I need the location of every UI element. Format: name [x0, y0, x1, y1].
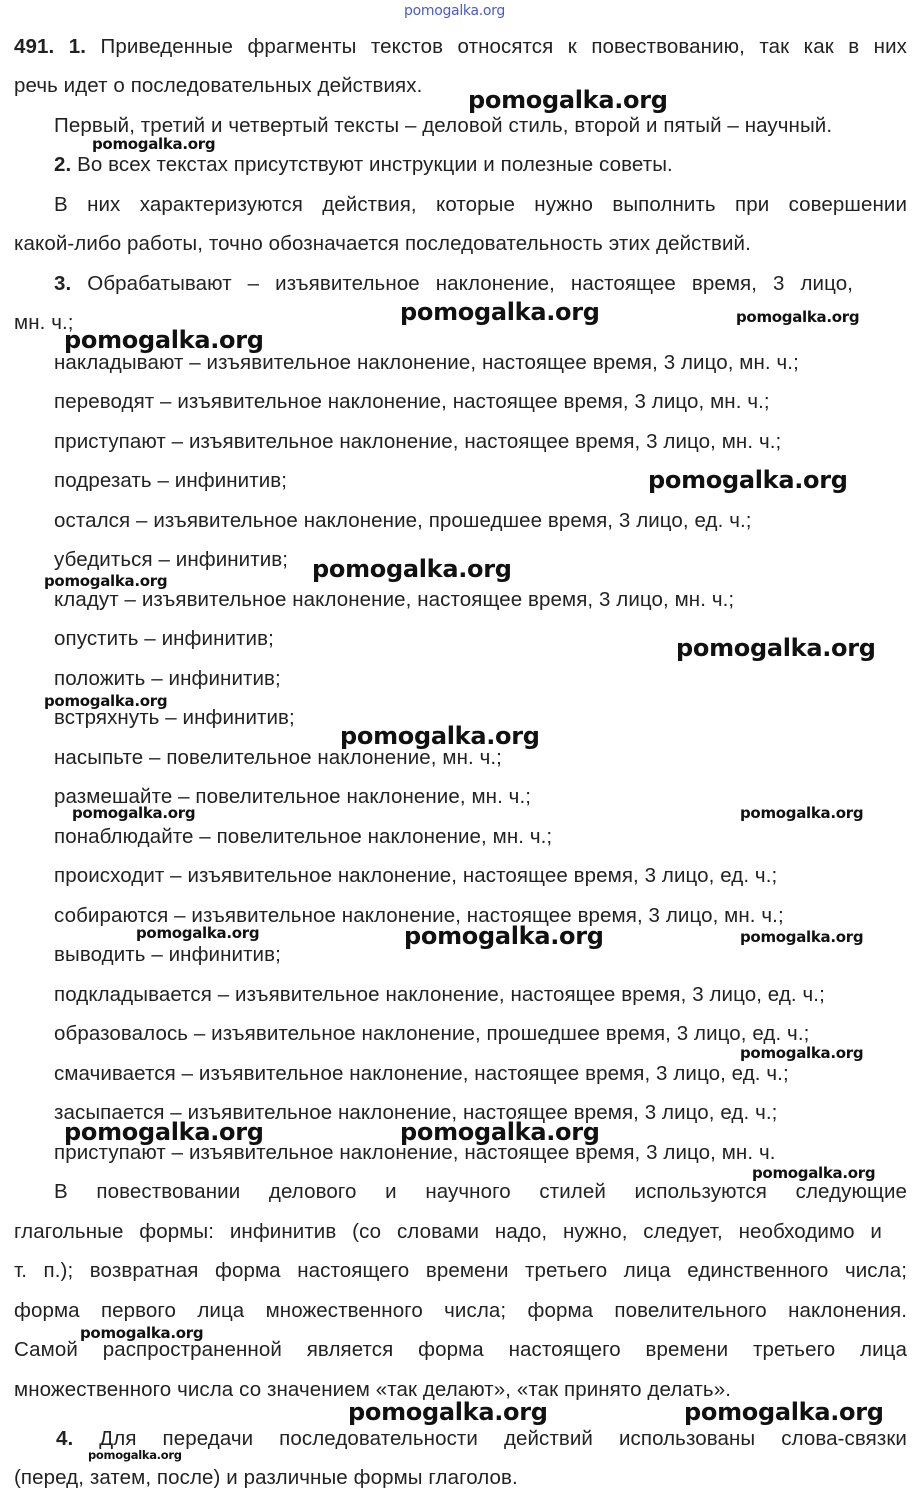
- text-line: кладут – изъявительное наклонение, настоящее время, 3 лицо, мн. ч.;: [54, 588, 735, 611]
- watermark: pomogalka.org: [44, 692, 168, 710]
- text-line: накладывают – изъявительное наклонение, настоящее время, 3 лицо, мн. ч.;: [54, 351, 799, 374]
- text-line: Первый, третий и четвертый тексты – деловой стиль, второй и пятый – научный.: [54, 114, 833, 137]
- watermark: pomogalka.org: [648, 466, 848, 494]
- point-number: 4.: [56, 1427, 74, 1450]
- text-line: 3. Обрабатывают – изъявительное наклонение, настоящее время, 3 лицо,: [54, 272, 853, 295]
- watermark: pomogalka.org: [136, 924, 260, 942]
- text-line: убедиться – инфинитив;: [54, 548, 289, 571]
- watermark: pomogalka.org: [64, 326, 264, 354]
- text-line: выводить – инфинитив;: [54, 943, 281, 966]
- text-line: образовалось – изъявительное наклонение, прошедшее время, 3 лицо, ед. ч.;: [54, 1022, 810, 1045]
- watermark: pomogalka.org: [88, 1448, 182, 1462]
- text-line: понаблюдайте – повелительное наклонение, мн. ч.;: [54, 825, 553, 848]
- watermark: pomogalka.org: [740, 928, 864, 946]
- watermark: pomogalka.org: [340, 722, 540, 750]
- text-line: встряхнуть – инфинитив;: [54, 706, 295, 729]
- watermark: pomogalka.org: [468, 86, 668, 114]
- text-line: смачивается – изъявительное наклонение, настоящее время, 3 лицо, ед. ч.;: [54, 1062, 789, 1085]
- text-line: речь идет о последовательных действиях.: [14, 74, 423, 97]
- watermark: pomogalka.org: [684, 1398, 884, 1426]
- text-line: подкладывается – изъявительное наклонение, настоящее время, 3 лицо, ед. ч.;: [54, 983, 825, 1006]
- text-line: множественного числа со значением «так делают», «так принято делать».: [14, 1378, 731, 1401]
- text-line: какой-либо работы, точно обозначается последовательность этих действий.: [14, 232, 751, 255]
- task-number: 491.: [14, 35, 55, 58]
- text-line: приступают – изъявительное наклонение, настоящее время, 3 лицо, мн. ч.: [54, 1141, 776, 1164]
- watermark: pomogalka.org: [740, 804, 864, 822]
- text-line: собираются – изъявительное наклонение, настоящее время, 3 лицо, мн. ч.;: [54, 904, 784, 927]
- watermark: pomogalka.org: [676, 634, 876, 662]
- watermark: pomogalka.org: [736, 308, 860, 326]
- text-line: насыпьте – повелительное наклонение, мн. ч.;: [54, 746, 502, 769]
- text-line: т. п.); возвратная форма настоящего времени третьего лица единственного числа;: [14, 1259, 907, 1282]
- text-line: приступают – изъявительное наклонение, настоящее время, 3 лицо, мн. ч.;: [54, 430, 782, 453]
- watermark: pomogalka.org: [44, 572, 168, 590]
- point-number: 2.: [54, 153, 72, 176]
- text-line: форма первого лица множественного числа; форма повелительного наклонения.: [14, 1299, 907, 1322]
- text-line: В них характеризуются действия, которые нужно выполнить при совершении: [54, 193, 907, 216]
- text-line: (перед, затем, после) и различные формы глаголов.: [14, 1466, 518, 1489]
- point-number: 3.: [54, 272, 72, 295]
- watermark: pomogalka.org: [400, 1118, 600, 1146]
- point-number: 1.: [68, 35, 87, 58]
- text-line: засыпается – изъявительное наклонение, настоящее время, 3 лицо, ед. ч.;: [54, 1101, 778, 1124]
- watermark: pomogalka.org: [72, 804, 196, 822]
- text-line: размешайте – повелительное наклонение, мн. ч.;: [54, 785, 532, 808]
- text-line: 4. Для передачи последовательности действий использованы слова-связки: [56, 1427, 907, 1450]
- text-line: опустить – инфинитив;: [54, 627, 274, 650]
- text-line: В повествовании делового и научного стилей используются следующие: [54, 1180, 907, 1203]
- text-line: положить – инфинитив;: [54, 667, 281, 690]
- text-line: происходит – изъявительное наклонение, настоящее время, 3 лицо, ед. ч.;: [54, 864, 778, 887]
- watermark: pomogalka.org: [404, 922, 604, 950]
- watermark: pomogalka.org: [312, 555, 512, 583]
- text-line: глагольные формы: инфинитив (со словами надо, нужно, следует, необходимо и: [14, 1220, 882, 1243]
- text-line: остался – изъявительное наклонение, прошедшее время, 3 лицо, ед. ч.;: [54, 509, 752, 532]
- text-line: 2. Во всех текстах присутствуют инструкции и полезные советы.: [54, 153, 673, 176]
- text-line: переводят – изъявительное наклонение, настоящее время, 3 лицо, мн. ч.;: [54, 390, 770, 413]
- watermark-top: pomogalka.org: [404, 3, 505, 19]
- watermark: pomogalka.org: [752, 1164, 876, 1182]
- watermark: pomogalka.org: [64, 1118, 264, 1146]
- watermark: pomogalka.org: [348, 1398, 548, 1426]
- watermark: pomogalka.org: [80, 1324, 204, 1342]
- text-line: 491. 1. Приведенные фрагменты текстов относятся к повествованию, так как в них: [14, 35, 908, 58]
- watermark: pomogalka.org: [740, 1044, 864, 1062]
- watermark: pomogalka.org: [400, 298, 600, 326]
- text-line: подрезать – инфинитив;: [54, 469, 288, 492]
- watermark: pomogalka.org: [92, 135, 216, 153]
- text-line: Самой распространенной является форма настоящего времени третьего лица: [14, 1338, 907, 1361]
- text-line: мн. ч.;: [14, 311, 74, 334]
